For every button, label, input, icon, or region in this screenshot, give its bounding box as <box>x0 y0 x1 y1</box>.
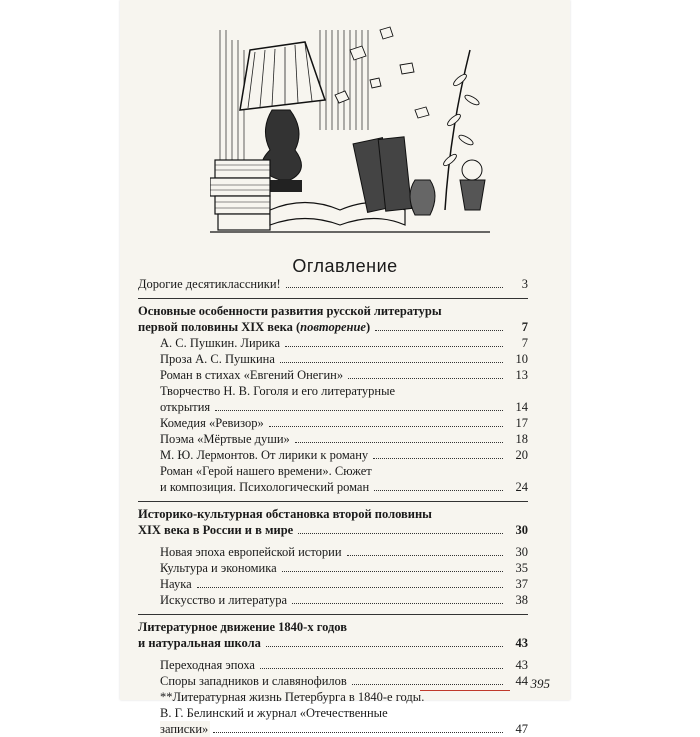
toc-entry[interactable]: Споры западников и славянофилов 44 <box>160 674 528 688</box>
toc-entry[interactable]: Наука 37 <box>160 577 528 591</box>
toc-entry[interactable]: Переходная эпоха 43 <box>160 658 528 672</box>
table-of-contents <box>138 276 528 737</box>
toc-heading: Оглавление <box>292 256 398 276</box>
toc-entry[interactable]: Поэма «Мёртвые души» 18 <box>160 432 528 446</box>
toc-entry[interactable]: **Литературная жизнь Петербурга в 1840-е годы. В. Г. Белинский и журнал «Отечественные записки» 47 <box>160 690 528 736</box>
toc-section-2-entries <box>138 544 528 608</box>
toc-entry[interactable]: Творчество Н. В. Гоголя и его литературные открытия 14 <box>160 384 528 414</box>
book-page <box>120 0 570 736</box>
toc-section-3[interactable]: Литературное движение 1840-х годов и натуральная школа 43 <box>138 620 528 650</box>
section-divider <box>138 298 528 299</box>
toc-entry[interactable]: А. С. Пушкин. Лирика 7 <box>160 336 528 350</box>
lamp-books-illustration <box>210 10 490 240</box>
toc-section-3-entries <box>138 657 528 737</box>
toc-section-2[interactable]: Историко-культурная обстановка второй половины XIX века в России и в мире 30 <box>138 507 528 537</box>
page-number: 395 <box>530 676 550 691</box>
toc-entry[interactable]: Роман в стихах «Евгений Онегин» 13 <box>160 368 528 382</box>
section-divider <box>138 501 528 502</box>
section-divider <box>138 614 528 615</box>
toc-entry[interactable]: Проза А. С. Пушкина 10 <box>160 352 528 366</box>
toc-section-1-entries <box>138 335 528 495</box>
toc-section-1[interactable]: Основные особенности развития русской литературы первой половины XIX века (повторение) 7 <box>138 304 528 334</box>
toc-entry[interactable]: Культура и экономика 35 <box>160 561 528 575</box>
toc-intro-entry[interactable]: Дорогие десятиклассники! 3 <box>138 277 528 291</box>
toc-entry[interactable]: Новая эпоха европейской истории 30 <box>160 545 528 559</box>
toc-entry[interactable]: Роман «Герой нашего времени». Сюжет и композиция. Психологический роман 24 <box>160 464 528 494</box>
toc-entry[interactable]: Комедия «Ревизор» 17 <box>160 416 528 430</box>
toc-entry[interactable]: Искусство и литература 38 <box>160 593 528 607</box>
toc-entry[interactable]: М. Ю. Лермонтов. От лирики к роману 20 <box>160 448 528 462</box>
